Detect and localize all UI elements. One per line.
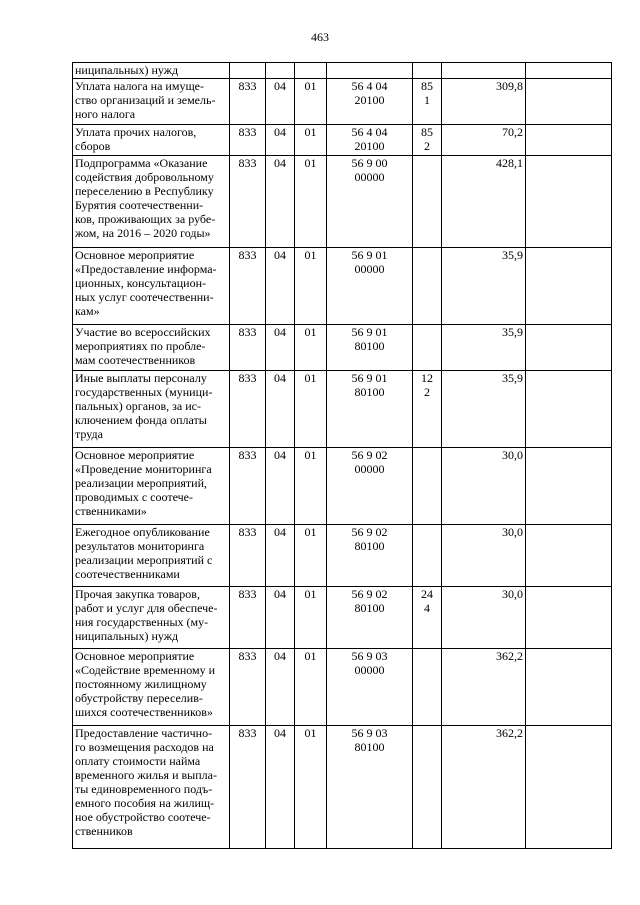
cell-name: Уплата прочих налогов, сборов: [73, 125, 230, 156]
cell-ministry-code: [230, 63, 266, 79]
cell-amount: 309,8: [442, 79, 526, 125]
cell-target-article: 56 9 00 00000: [327, 156, 413, 248]
cell-section: 04: [266, 79, 295, 125]
cell-name: Ежегодное опубликование результатов мониторинга реализации мероприятий с соотечественниками: [73, 525, 230, 587]
cell-target-article: 56 4 04 20100: [327, 125, 413, 156]
cell-name: ниципальных) нужд: [73, 63, 230, 79]
cell-subsection: [295, 63, 327, 79]
cell-target-article: 56 9 01 80100: [327, 325, 413, 371]
table-row: [73, 726, 612, 849]
cell-expense-type: 85 1: [413, 79, 442, 125]
cell-amount: 362,2: [442, 649, 526, 726]
page-number: 463: [311, 30, 329, 44]
cell-expense-type: 12 2: [413, 371, 442, 448]
cell-target-article: 56 9 01 00000: [327, 248, 413, 325]
table-row: [73, 248, 612, 325]
cell-name: Предоставление частично- го возмещения расходов на оплату стоимости найма временного жилья и выпла- ты единовременного подъ- емного пособия на жилищ- ное обустройство соотече- ственников: [73, 726, 230, 849]
cell-section: [266, 63, 295, 79]
cell-target-article: 56 9 02 80100: [327, 525, 413, 587]
cell-amount: 30,0: [442, 448, 526, 525]
cell-amount: 35,9: [442, 248, 526, 325]
cell-section: 04: [266, 587, 295, 649]
table-row: [73, 125, 612, 156]
cell-expense-type: [413, 248, 442, 325]
cell-amount: 30,0: [442, 525, 526, 587]
cell-extra: [526, 371, 612, 448]
cell-subsection: 01: [295, 587, 327, 649]
table-row: [73, 63, 612, 79]
cell-section: 04: [266, 371, 295, 448]
cell-amount: 30,0: [442, 587, 526, 649]
cell-target-article: [327, 63, 413, 79]
cell-ministry-code: 833: [230, 726, 266, 849]
cell-expense-type: 85 2: [413, 125, 442, 156]
cell-expense-type: [413, 156, 442, 248]
cell-expense-type: [413, 525, 442, 587]
table-row: [73, 325, 612, 371]
cell-section: 04: [266, 156, 295, 248]
cell-name: Подпрограмма «Оказание содействия добровольному переселению в Республику Бурятия соотечественни- ков, проживающих за рубе- жом, на 2016 – 2020 годы»: [73, 156, 230, 248]
cell-ministry-code: 833: [230, 248, 266, 325]
table-body: [73, 63, 612, 849]
cell-extra: [526, 448, 612, 525]
cell-ministry-code: 833: [230, 649, 266, 726]
cell-ministry-code: 833: [230, 587, 266, 649]
table-row: [73, 525, 612, 587]
cell-extra: [526, 525, 612, 587]
cell-ministry-code: 833: [230, 325, 266, 371]
cell-section: 04: [266, 649, 295, 726]
cell-target-article: 56 9 02 00000: [327, 448, 413, 525]
cell-subsection: 01: [295, 371, 327, 448]
cell-amount: 35,9: [442, 371, 526, 448]
cell-extra: [526, 156, 612, 248]
cell-extra: [526, 248, 612, 325]
cell-extra: [526, 587, 612, 649]
cell-target-article: 56 9 02 80100: [327, 587, 413, 649]
cell-subsection: 01: [295, 525, 327, 587]
cell-expense-type: [413, 325, 442, 371]
cell-name: Основное мероприятие «Содействие временному и постоянному жилищному обустройству переселив- шихся соотечественников»: [73, 649, 230, 726]
cell-ministry-code: 833: [230, 448, 266, 525]
table-row: [73, 587, 612, 649]
cell-subsection: 01: [295, 448, 327, 525]
cell-amount: 428,1: [442, 156, 526, 248]
cell-extra: [526, 649, 612, 726]
table-row: [73, 649, 612, 726]
cell-extra: [526, 125, 612, 156]
cell-name: Иные выплаты персоналу государственных (муници- пальных) органов, за ис- ключением фонда оплаты труда: [73, 371, 230, 448]
cell-expense-type: [413, 63, 442, 79]
cell-name: Участие во всероссийских мероприятиях по пробле- мам соотечественников: [73, 325, 230, 371]
cell-target-article: 56 9 01 80100: [327, 371, 413, 448]
cell-amount: 35,9: [442, 325, 526, 371]
cell-expense-type: [413, 649, 442, 726]
cell-subsection: 01: [295, 248, 327, 325]
cell-subsection: 01: [295, 79, 327, 125]
cell-ministry-code: 833: [230, 156, 266, 248]
cell-section: 04: [266, 448, 295, 525]
budget-table: [72, 62, 612, 849]
cell-ministry-code: 833: [230, 79, 266, 125]
cell-amount: 70,2: [442, 125, 526, 156]
cell-expense-type: [413, 448, 442, 525]
cell-subsection: 01: [295, 125, 327, 156]
cell-name: Основное мероприятие «Проведение мониторинга реализации мероприятий, проводимых с соотече- ственниками»: [73, 448, 230, 525]
cell-expense-type: 24 4: [413, 587, 442, 649]
table-row: [73, 156, 612, 248]
cell-ministry-code: 833: [230, 125, 266, 156]
cell-amount: [442, 63, 526, 79]
cell-section: 04: [266, 325, 295, 371]
cell-name: Прочая закупка товаров, работ и услуг для обеспече- ния государственных (му- ниципальных) нужд: [73, 587, 230, 649]
cell-name: Уплата налога на имуще- ство организаций и земель- ного налога: [73, 79, 230, 125]
cell-subsection: 01: [295, 156, 327, 248]
cell-amount: 362,2: [442, 726, 526, 849]
cell-subsection: 01: [295, 649, 327, 726]
cell-extra: [526, 63, 612, 79]
cell-expense-type: [413, 726, 442, 849]
cell-section: 04: [266, 125, 295, 156]
cell-extra: [526, 325, 612, 371]
cell-ministry-code: 833: [230, 525, 266, 587]
cell-section: 04: [266, 248, 295, 325]
cell-target-article: 56 4 04 20100: [327, 79, 413, 125]
cell-ministry-code: 833: [230, 371, 266, 448]
cell-section: 04: [266, 726, 295, 849]
cell-extra: [526, 726, 612, 849]
cell-target-article: 56 9 03 00000: [327, 649, 413, 726]
cell-target-article: 56 9 03 80100: [327, 726, 413, 849]
cell-subsection: 01: [295, 726, 327, 849]
cell-subsection: 01: [295, 325, 327, 371]
cell-name: Основное мероприятие «Предоставление информа- ционных, консультацион- ных услуг соотечественни- кам»: [73, 248, 230, 325]
cell-extra: [526, 79, 612, 125]
table-row: [73, 79, 612, 125]
table-row: [73, 448, 612, 525]
table-row: [73, 371, 612, 448]
cell-section: 04: [266, 525, 295, 587]
